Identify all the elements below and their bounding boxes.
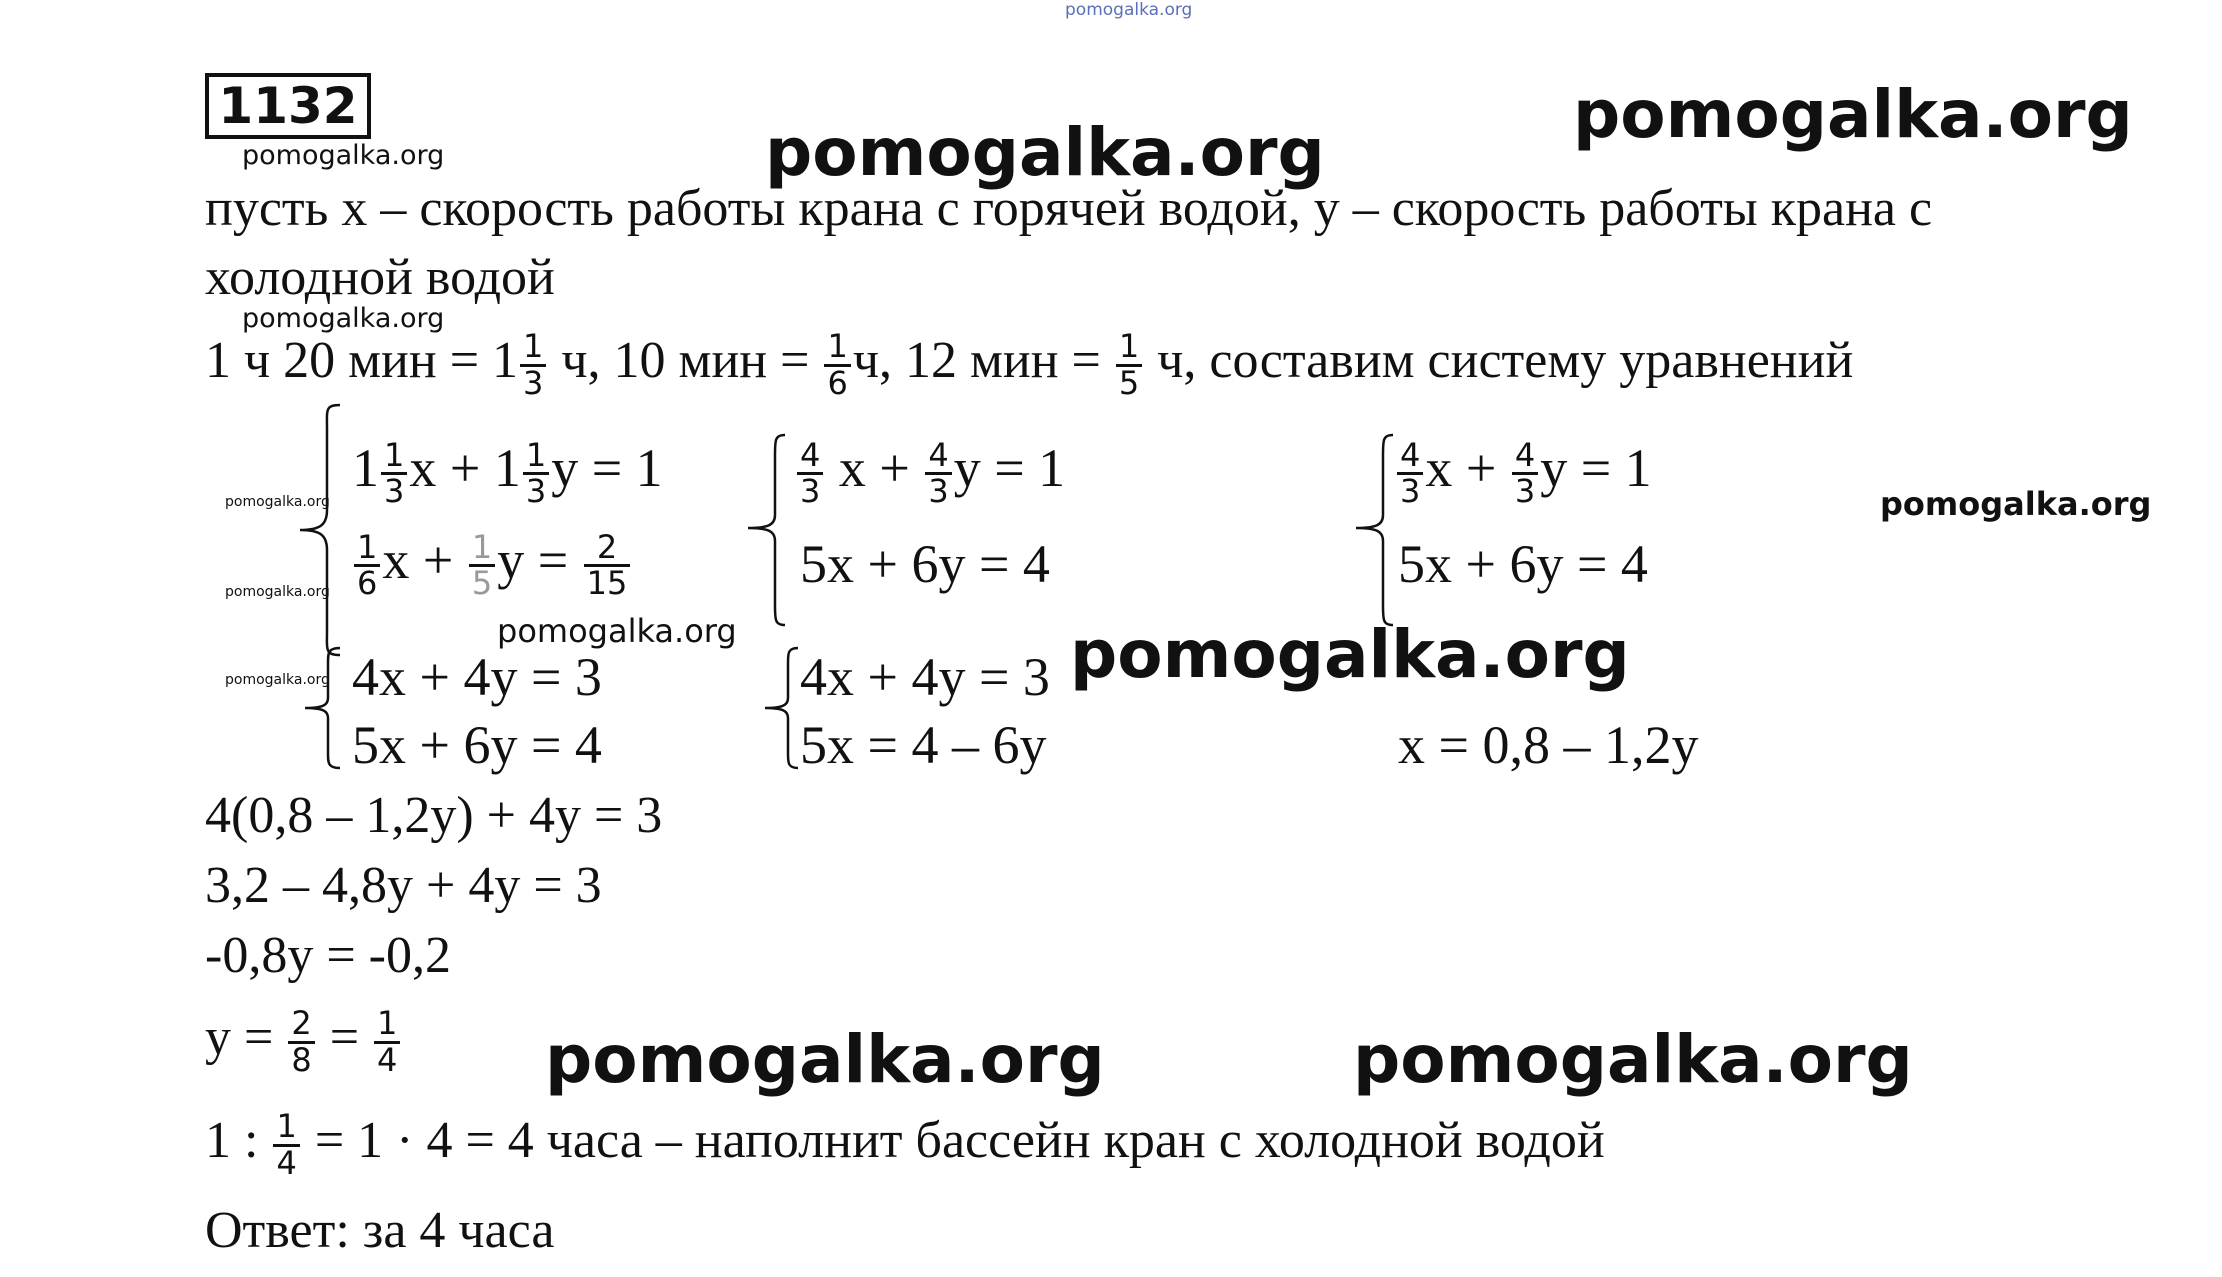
conversion-text: ч, 12 мин = — [852, 332, 1114, 389]
watermark: pomogalka.org — [545, 1021, 1105, 1098]
solution-step-1: 4(0,8 – 1,2y) + 4y = 3 — [205, 787, 663, 844]
system2-row4: 5x = 4 – 6y — [800, 715, 1047, 775]
brace-icon — [740, 430, 790, 630]
solution-step-3: -0,8y = -0,2 — [205, 927, 451, 984]
system2-row3: 4x + 4y = 3 — [800, 647, 1050, 707]
system1-row2: $\frac{1}{6}$ x + $\frac{1}{5}$ y = $\frac{2}{15}$ — [352, 517, 632, 603]
conversion-text: ч, составим систему уравнений — [1144, 332, 1854, 389]
solution-step-4: y = $\frac{2}{8}$ = $\frac{1}{4}$ — [205, 995, 402, 1081]
watermark: pomogalka.org — [242, 140, 445, 171]
watermark: pomogalka.org — [225, 672, 330, 688]
problem-number-box — [205, 73, 371, 139]
solution-step-2: 3,2 – 4,8y + 4y = 3 — [205, 857, 602, 914]
system2-row1: $\frac{4}{3}$ x + $\frac{4}{3}$ y = 1 — [795, 425, 1065, 511]
conversion-text: 1 ч 20 мин = 1 — [205, 332, 519, 389]
brace-icon — [295, 400, 345, 660]
watermark: pomogalka.org — [765, 114, 1325, 191]
fraction: $\frac{1}{5}$ — [1116, 330, 1142, 400]
watermark: pomogalka.org — [225, 494, 330, 510]
brace-icon — [753, 643, 803, 773]
watermark: pomogalka.org — [1880, 485, 2152, 523]
intro-line-2: холодной водой — [205, 249, 555, 306]
brace-icon — [1348, 430, 1398, 630]
intro-line-1: пусть x – скорость работы крана с горячей водой, y – скорость работы крана с — [205, 180, 1933, 237]
system3-row4: x = 0,8 – 1,2y — [1398, 715, 1699, 775]
system3-row1: $\frac{4}{3}$ x + $\frac{4}{3}$ y = 1 — [1395, 425, 1652, 511]
system3-row2: 5x + 6y = 4 — [1398, 534, 1648, 594]
system1-row1: 1 $\frac{1}{3}$ x + 1 $\frac{1}{3}$ y = 1 — [352, 435, 663, 511]
conversion-line — [205, 318, 1853, 404]
watermark: pomogalka.org — [1573, 76, 2133, 153]
brace-icon — [295, 643, 345, 773]
problem-number: 1132 — [218, 77, 358, 135]
watermark: pomogalka.org — [1353, 1021, 1913, 1098]
fraction: $\frac{1}{3}$ — [520, 330, 546, 400]
watermark: pomogalka.org — [1070, 616, 1630, 693]
watermark: pomogalka.org — [225, 584, 330, 600]
answer: Ответ: за 4 часа — [205, 1202, 555, 1259]
top-site-watermark: pomogalka.org — [1065, 0, 1193, 20]
system2-row2: 5x + 6y = 4 — [800, 534, 1050, 594]
watermark: pomogalka.org — [497, 612, 737, 650]
fraction: $\frac{1}{6}$ — [824, 330, 850, 400]
watermark: pomogalka.org — [242, 303, 445, 334]
system1-row4: 5x + 6y = 4 — [352, 715, 602, 775]
system1-row3: 4x + 4y = 3 — [352, 647, 602, 707]
conversion-text: ч, 10 мин = — [548, 332, 823, 389]
solution-step-5: 1 : $\frac{1}{4}$ = 1 · 4 = 4 часа – наполнит бассейн кран с холодной водой — [205, 1106, 1605, 1182]
